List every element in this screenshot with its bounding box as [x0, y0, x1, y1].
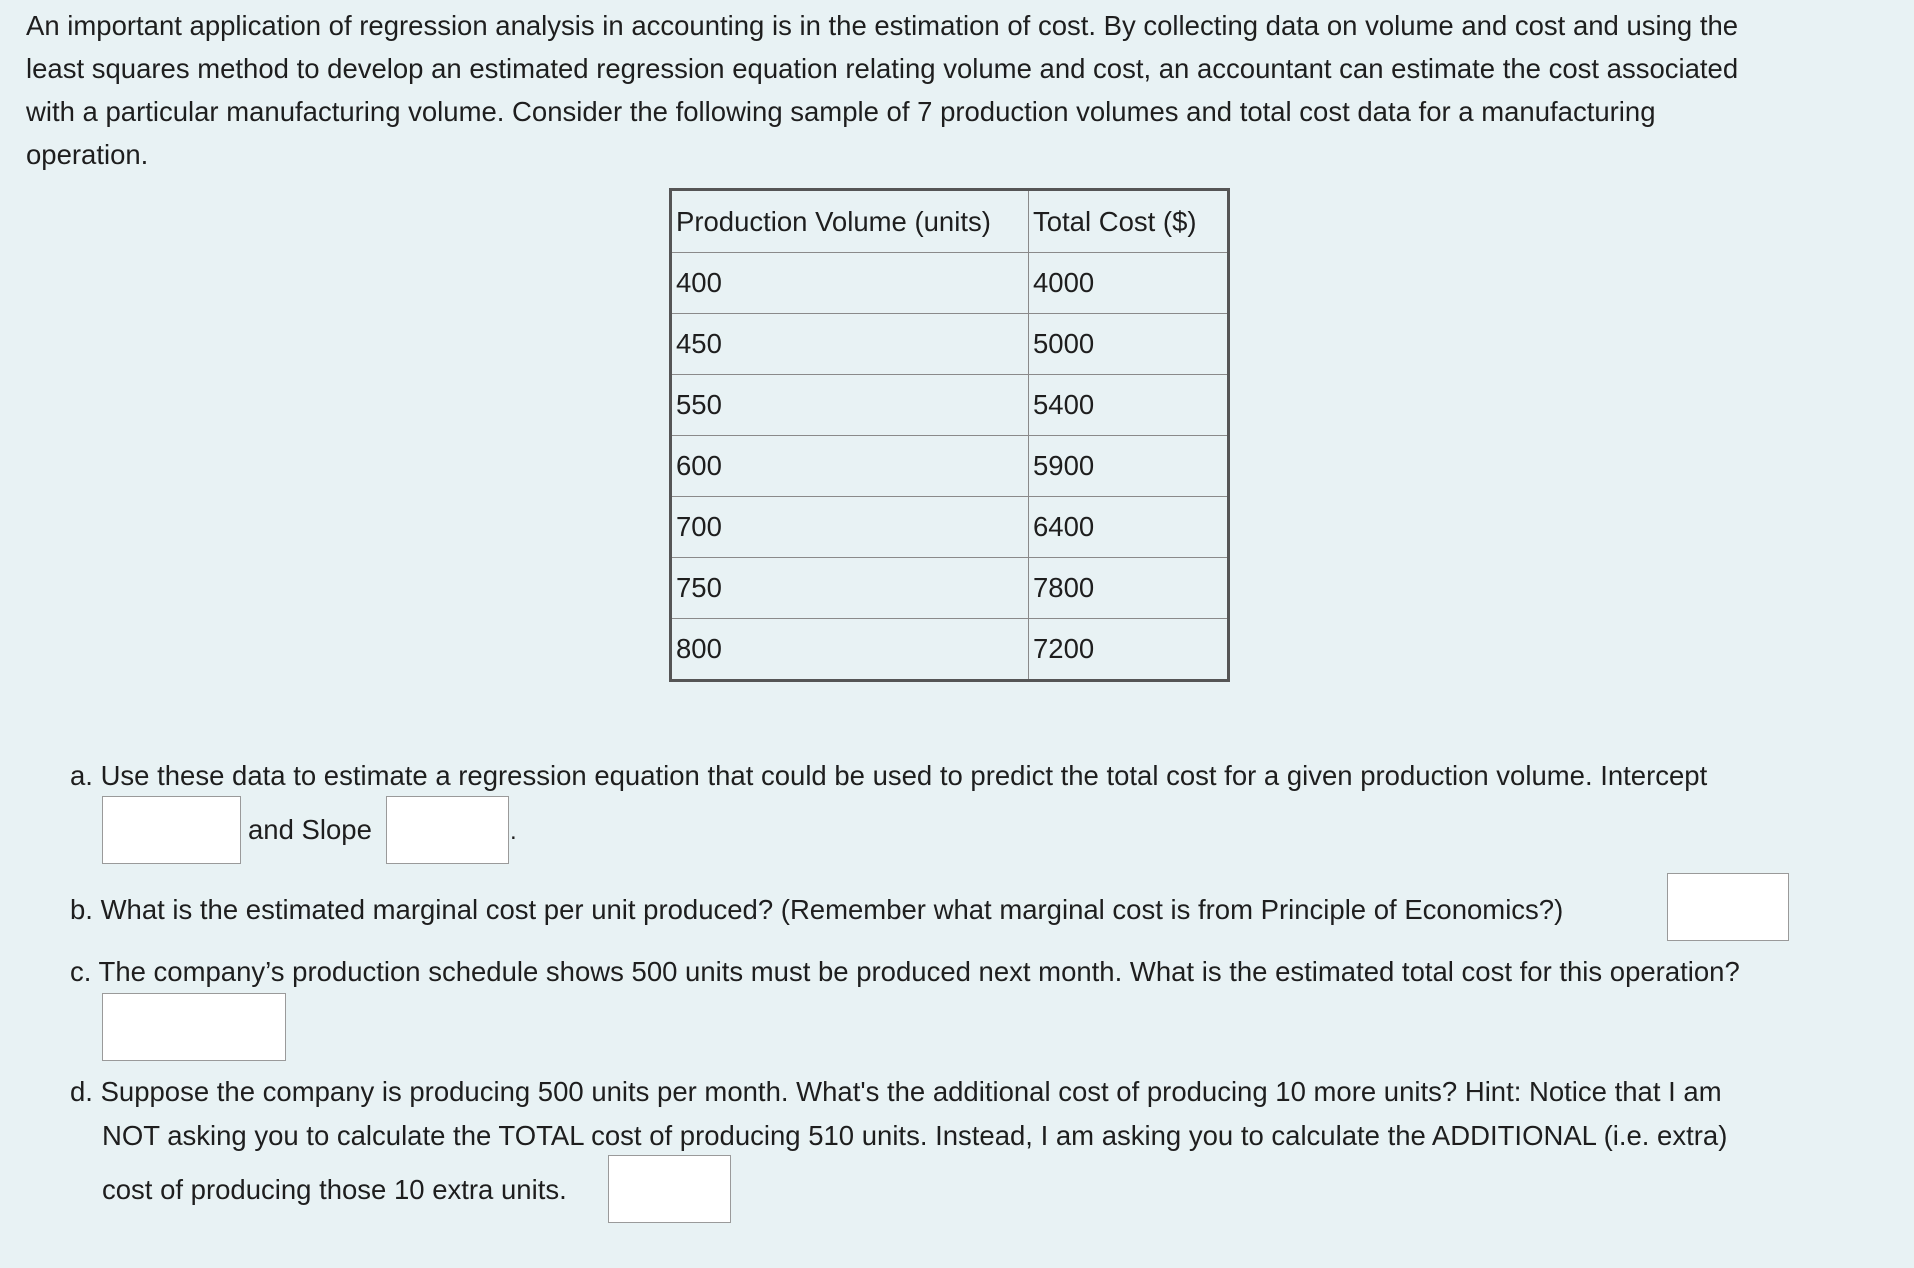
intro-line-3: with a particular manufacturing volume. Consider the following sample of 7 production volumes and total cost data for a manufacturing [26, 96, 1656, 127]
cell-volume: 800 [671, 619, 1029, 681]
cell-cost: 5900 [1029, 436, 1229, 497]
cell-volume: 600 [671, 436, 1029, 497]
cell-volume: 550 [671, 375, 1029, 436]
table-row [671, 619, 1229, 681]
question-d-line-1: d. Suppose the company is producing 500 units per month. What's the additional cost of producing 10 more units? Hint: Notice that I am [70, 1076, 1722, 1107]
table-row [671, 558, 1229, 619]
cell-volume: 450 [671, 314, 1029, 375]
header-total-cost: Total Cost ($) [1029, 190, 1229, 253]
table-header-row [671, 190, 1229, 253]
table-row [671, 436, 1229, 497]
cell-cost: 5400 [1029, 375, 1229, 436]
question-a-text: a. Use these data to estimate a regression equation that could be used to predict the total cost for a given production volume. Intercept [70, 760, 1708, 791]
cell-cost: 6400 [1029, 497, 1229, 558]
cell-cost: 7200 [1029, 619, 1229, 681]
question-c-text: c. The company’s production schedule shows 500 units must be produced next month. What is the estimated total cost for this operation? [70, 956, 1740, 987]
data-table [669, 188, 1230, 682]
slope-input[interactable] [386, 796, 509, 864]
cell-volume: 750 [671, 558, 1029, 619]
intro-line-4: operation. [26, 139, 149, 170]
intro-paragraph [26, 4, 1888, 176]
table-row [671, 314, 1229, 375]
and-slope-label: and Slope [248, 814, 372, 845]
cell-cost: 5000 [1029, 314, 1229, 375]
question-b-text: b. What is the estimated marginal cost per unit produced? (Remember what marginal cost is from Principle of Economics?) [70, 894, 1564, 925]
question-a-period: . [510, 818, 517, 845]
marginal-cost-input[interactable] [1667, 873, 1789, 941]
header-production-volume: Production Volume (units) [671, 190, 1029, 253]
cell-volume: 700 [671, 497, 1029, 558]
cell-cost: 4000 [1029, 253, 1229, 314]
intro-line-2: least squares method to develop an estimated regression equation relating volume and cost, an accountant can estimate the cost associated [26, 53, 1739, 84]
question-d-line-2: NOT asking you to calculate the TOTAL cost of producing 510 units. Instead, I am asking you to calculate the ADDITIONAL (i.e. extra) [102, 1120, 1728, 1151]
table-row [671, 375, 1229, 436]
question-d-line-3: cost of producing those 10 extra units. [102, 1174, 567, 1205]
table-row [671, 497, 1229, 558]
cell-volume: 400 [671, 253, 1029, 314]
intro-line-1: An important application of regression analysis in accounting is in the estimation of cost. By collecting data on volume and cost and using the [26, 10, 1739, 41]
cell-cost: 7800 [1029, 558, 1229, 619]
table-row [671, 253, 1229, 314]
total-cost-input[interactable] [102, 993, 286, 1061]
additional-cost-input[interactable] [608, 1155, 731, 1223]
intercept-input[interactable] [102, 796, 241, 864]
